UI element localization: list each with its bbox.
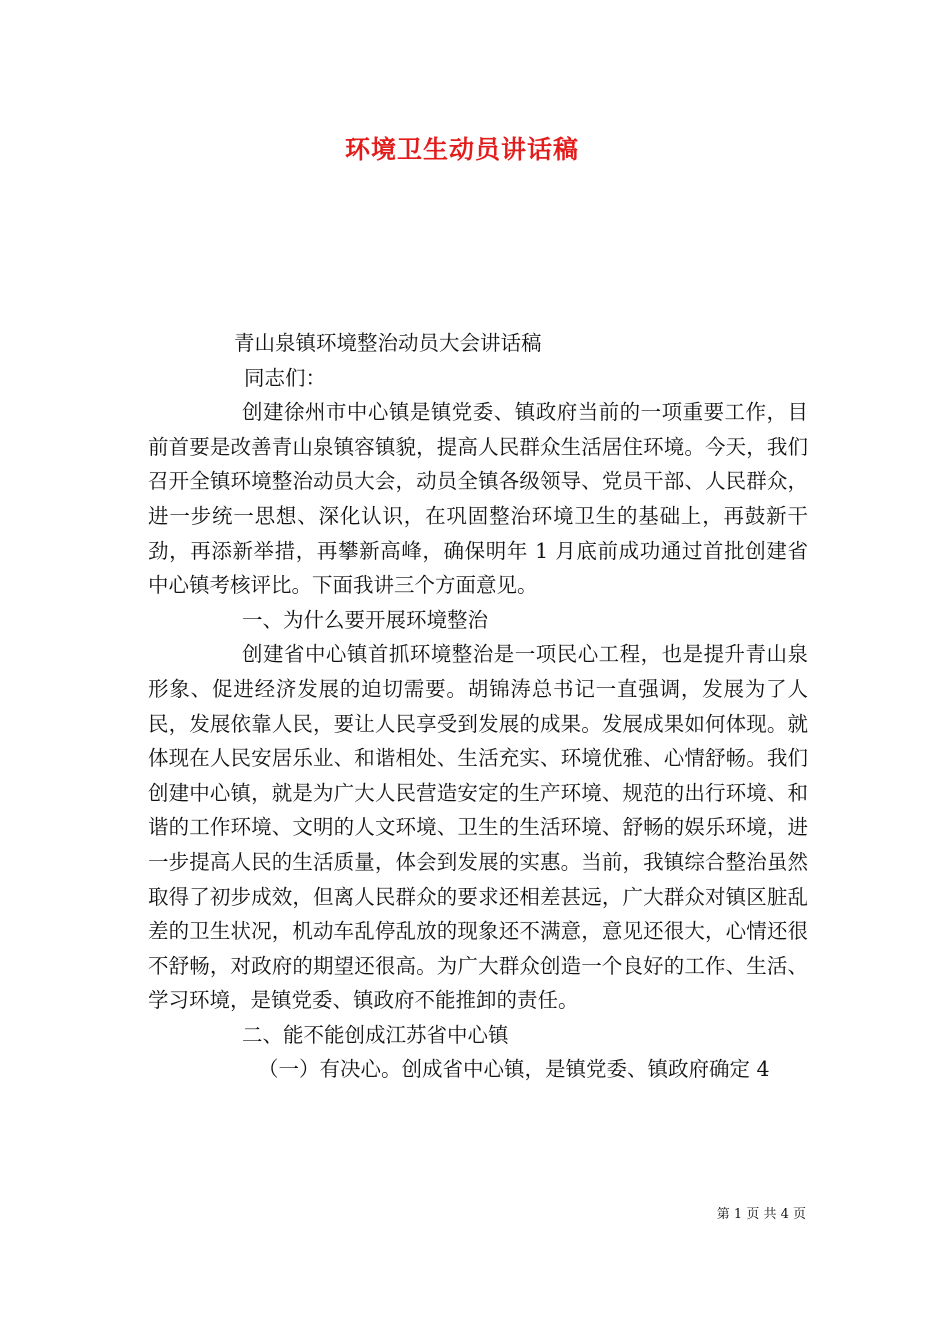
sub-item-1: （一）有决心。创成省中心镇，是镇党委、镇政府确定 4 <box>258 1057 770 1082</box>
page-indicator: 第 1 页 共 4 页 <box>716 1207 806 1222</box>
document-body <box>148 326 808 1087</box>
section-heading-1: 一、为什么要开展环境整治 <box>242 607 488 632</box>
speech-subtitle: 青山泉镇环境整治动员大会讲话稿 <box>234 331 542 355</box>
section-heading-2: 二、能不能创成江苏省中心镇 <box>242 1022 509 1047</box>
document-title: 环境卫生动员讲话稿 <box>345 135 580 164</box>
paragraph-section-1: 创建省中心镇首抓环境整治是一项民心工程，也是提升青山泉形象、促进经济发展的迫切需要。胡锦涛总书记一直强调，发展为了人民，发展依靠人民，要让人民享受到发展的成果。发展成果如何体现。就体现在人民安居乐业、和谐相处、生活充实、环境优雅、心情舒畅。我们创建中心镇，就是为广大人民营造安定的生产环境、规范的出行环境、和谐的工作环境、文明的人文环境、卫生的生活环境、舒畅的娱乐环境，进一步提高人民的生活质量，体会到发展的实惠。当前，我镇综合整治虽然取得了初步成效，但离人民群众的要求还相差甚远，广大群众对镇区脏乱差的卫生状况，机动车乱停乱放的现象还不满意，意见还很大，心情还很不舒畅，对政府的期望还很高。为广大群众创造一个良好的工作、生活、学习环境，是镇党委、镇政府不能推卸的责任。 <box>148 642 808 1013</box>
paragraph-intro: 创建徐州市中心镇是镇党委、镇政府当前的一项重要工作，目前首要是改善青山泉镇容镇貌，提高人民群众生活居住环境。今天，我们召开全镇环境整治动员大会，动员全镇各级领导、党员干部、人民群众，进一步统一思想、深化认识，在巩固整治环境卫生的基础上，再鼓新干劲，再添新举措，再攀新高峰，确保明年 1 月底前成功通过首批创建省中心镇考核评比。下面我讲三个方面意见。 <box>148 400 808 598</box>
salutation: 同志们： <box>244 365 326 390</box>
